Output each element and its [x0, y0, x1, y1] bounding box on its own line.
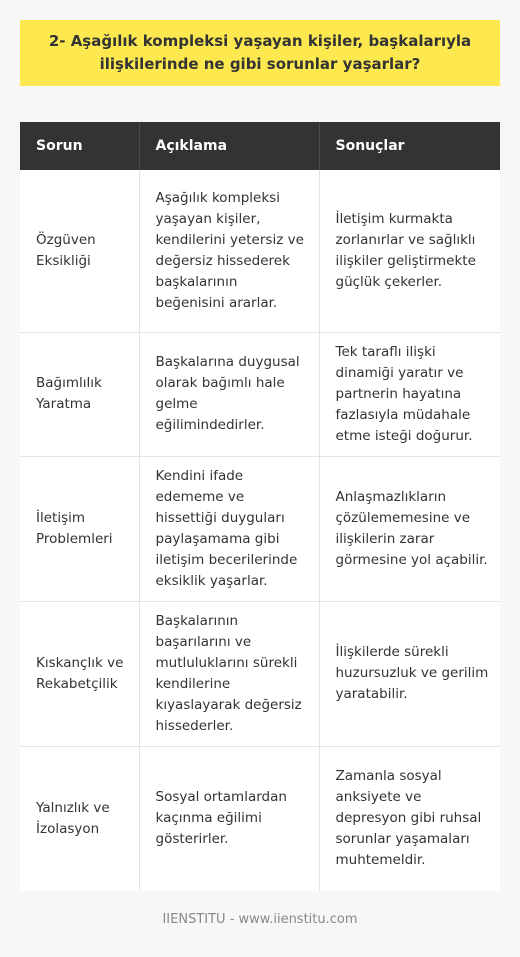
page-title: 2- Aşağılık kompleksi yaşayan kişiler, başkalarıyla ilişkilerinde ne gibi sorunlar yaşarlar?	[48, 32, 472, 73]
issues-table	[20, 122, 500, 891]
table-row	[20, 746, 500, 891]
cell-aciklama: Başkalarına duygusal olarak bağımlı hale gelme eğilimindedirler.	[139, 332, 319, 456]
cell-sorun: Kıskançlık ve Rekabetçilik	[20, 601, 139, 746]
cell-sonuclar: İletişim kurmakta zorlanırlar ve sağlıklı ilişkiler geliştirmekte güçlük çekerler.	[319, 170, 500, 332]
table-row	[20, 456, 500, 601]
column-header-sorun: Sorun	[20, 122, 139, 170]
cell-aciklama: Sosyal ortamlardan kaçınma eğilimi gösterirler.	[139, 746, 319, 891]
column-header-aciklama: Açıklama	[139, 122, 319, 170]
title-banner	[20, 20, 500, 86]
cell-sorun: Yalnızlık ve İzolasyon	[20, 746, 139, 891]
cell-sonuclar: İlişkilerde sürekli huzursuzluk ve gerilim yaratabilir.	[319, 601, 500, 746]
cell-sonuclar: Zamanla sosyal anksiyete ve depresyon gibi ruhsal sorunlar yaşamaları muhtemeldir.	[319, 746, 500, 891]
cell-sorun: İletişim Problemleri	[20, 456, 139, 601]
cell-sonuclar: Tek taraflı ilişki dinamiği yaratır ve partnerin hayatına fazlasıyla müdahale etme isteği doğurur.	[319, 332, 500, 456]
footer-credit: IIENSTITU - www.iienstitu.com	[162, 912, 358, 927]
table-row	[20, 332, 500, 456]
table-row	[20, 601, 500, 746]
cell-aciklama: Kendini ifade edememe ve hissettiği duyguları paylaşamama gibi iletişim becerilerinde eksiklik yaşarlar.	[139, 456, 319, 601]
table-row	[20, 170, 500, 332]
table-header-row	[20, 122, 500, 170]
cell-sorun: Bağımlılık Yaratma	[20, 332, 139, 456]
cell-sorun: Özgüven Eksikliği	[20, 170, 139, 332]
cell-sonuclar: Anlaşmazlıkların çözülememesine ve ilişkilerin zarar görmesine yol açabilir.	[319, 456, 500, 601]
cell-aciklama: Başkalarının başarılarını ve mutluluklarını sürekli kendilerine kıyaslayarak değersiz hissederler.	[139, 601, 319, 746]
cell-aciklama: Aşağılık kompleksi yaşayan kişiler, kendilerini yetersiz ve değersiz hissederek başkalarının beğenisini ararlar.	[139, 170, 319, 332]
column-header-sonuclar: Sonuçlar	[319, 122, 500, 170]
